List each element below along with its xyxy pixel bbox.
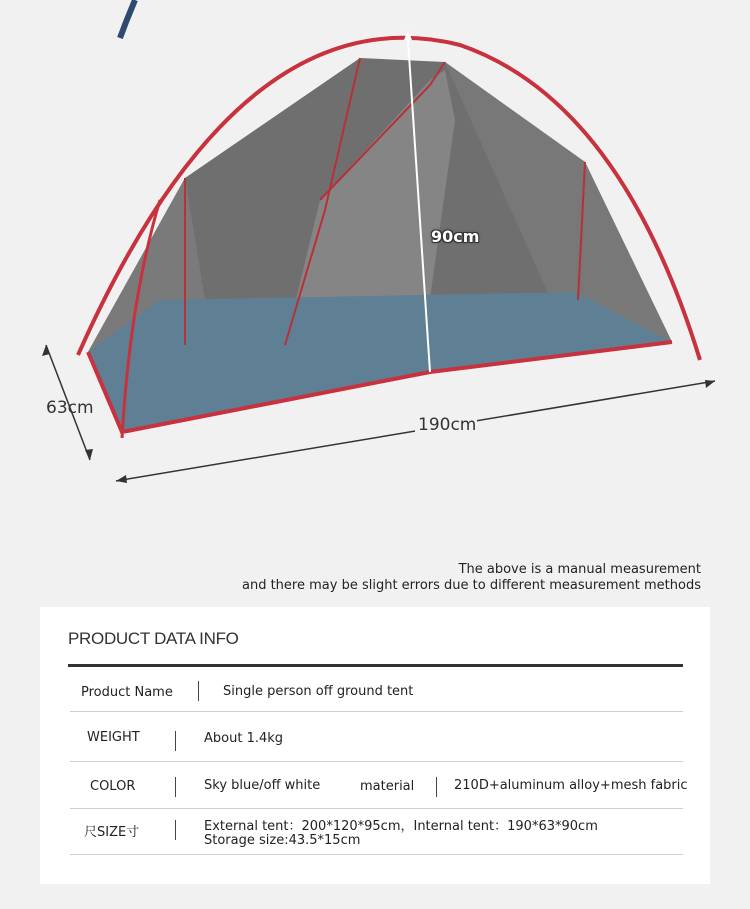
row-separator [175,777,176,797]
note-line-1: The above is a manual measurement [458,562,701,577]
row-divider [70,854,683,855]
height-label: 90cm [431,227,480,246]
material-value: 210D+aluminum alloy+mesh fabric [454,778,688,793]
row-separator [436,777,437,797]
weight-label: WEIGHT [87,730,140,745]
length-label: 190cm [418,415,477,435]
product-name-value: Single person off ground tent [223,684,414,699]
measurement-note [242,562,701,594]
row-separator [175,820,176,840]
color-value: Sky blue/off white [204,778,321,793]
material-label: material [360,779,415,794]
row-separator [198,681,199,701]
size-value-line-1: External tent：200*120*95cm，Internal tent：190*63*90cm [204,819,598,834]
weight-value: About 1.4kg [204,731,284,746]
row-divider [70,761,683,762]
color-label: COLOR [90,779,136,794]
size-label-suffix: 寸 [126,825,140,840]
product-info-card [40,607,710,884]
product-info-title: PRODUCT DATA INFO [68,629,239,648]
size-label-prefix: 尺 [84,825,98,840]
size-label [84,821,139,840]
size-value-line-2: Storage size:43.5*15cm [204,833,361,848]
row-separator [175,731,176,751]
depth-label: 63cm [46,398,94,418]
row-divider [70,711,683,712]
note-line-2: and there may be slight errors due to different measurement methods [242,578,701,593]
product-name-label: Product Name [81,685,173,700]
row-divider [70,808,683,809]
size-label-text: SIZE [97,825,127,840]
title-divider [68,664,683,667]
